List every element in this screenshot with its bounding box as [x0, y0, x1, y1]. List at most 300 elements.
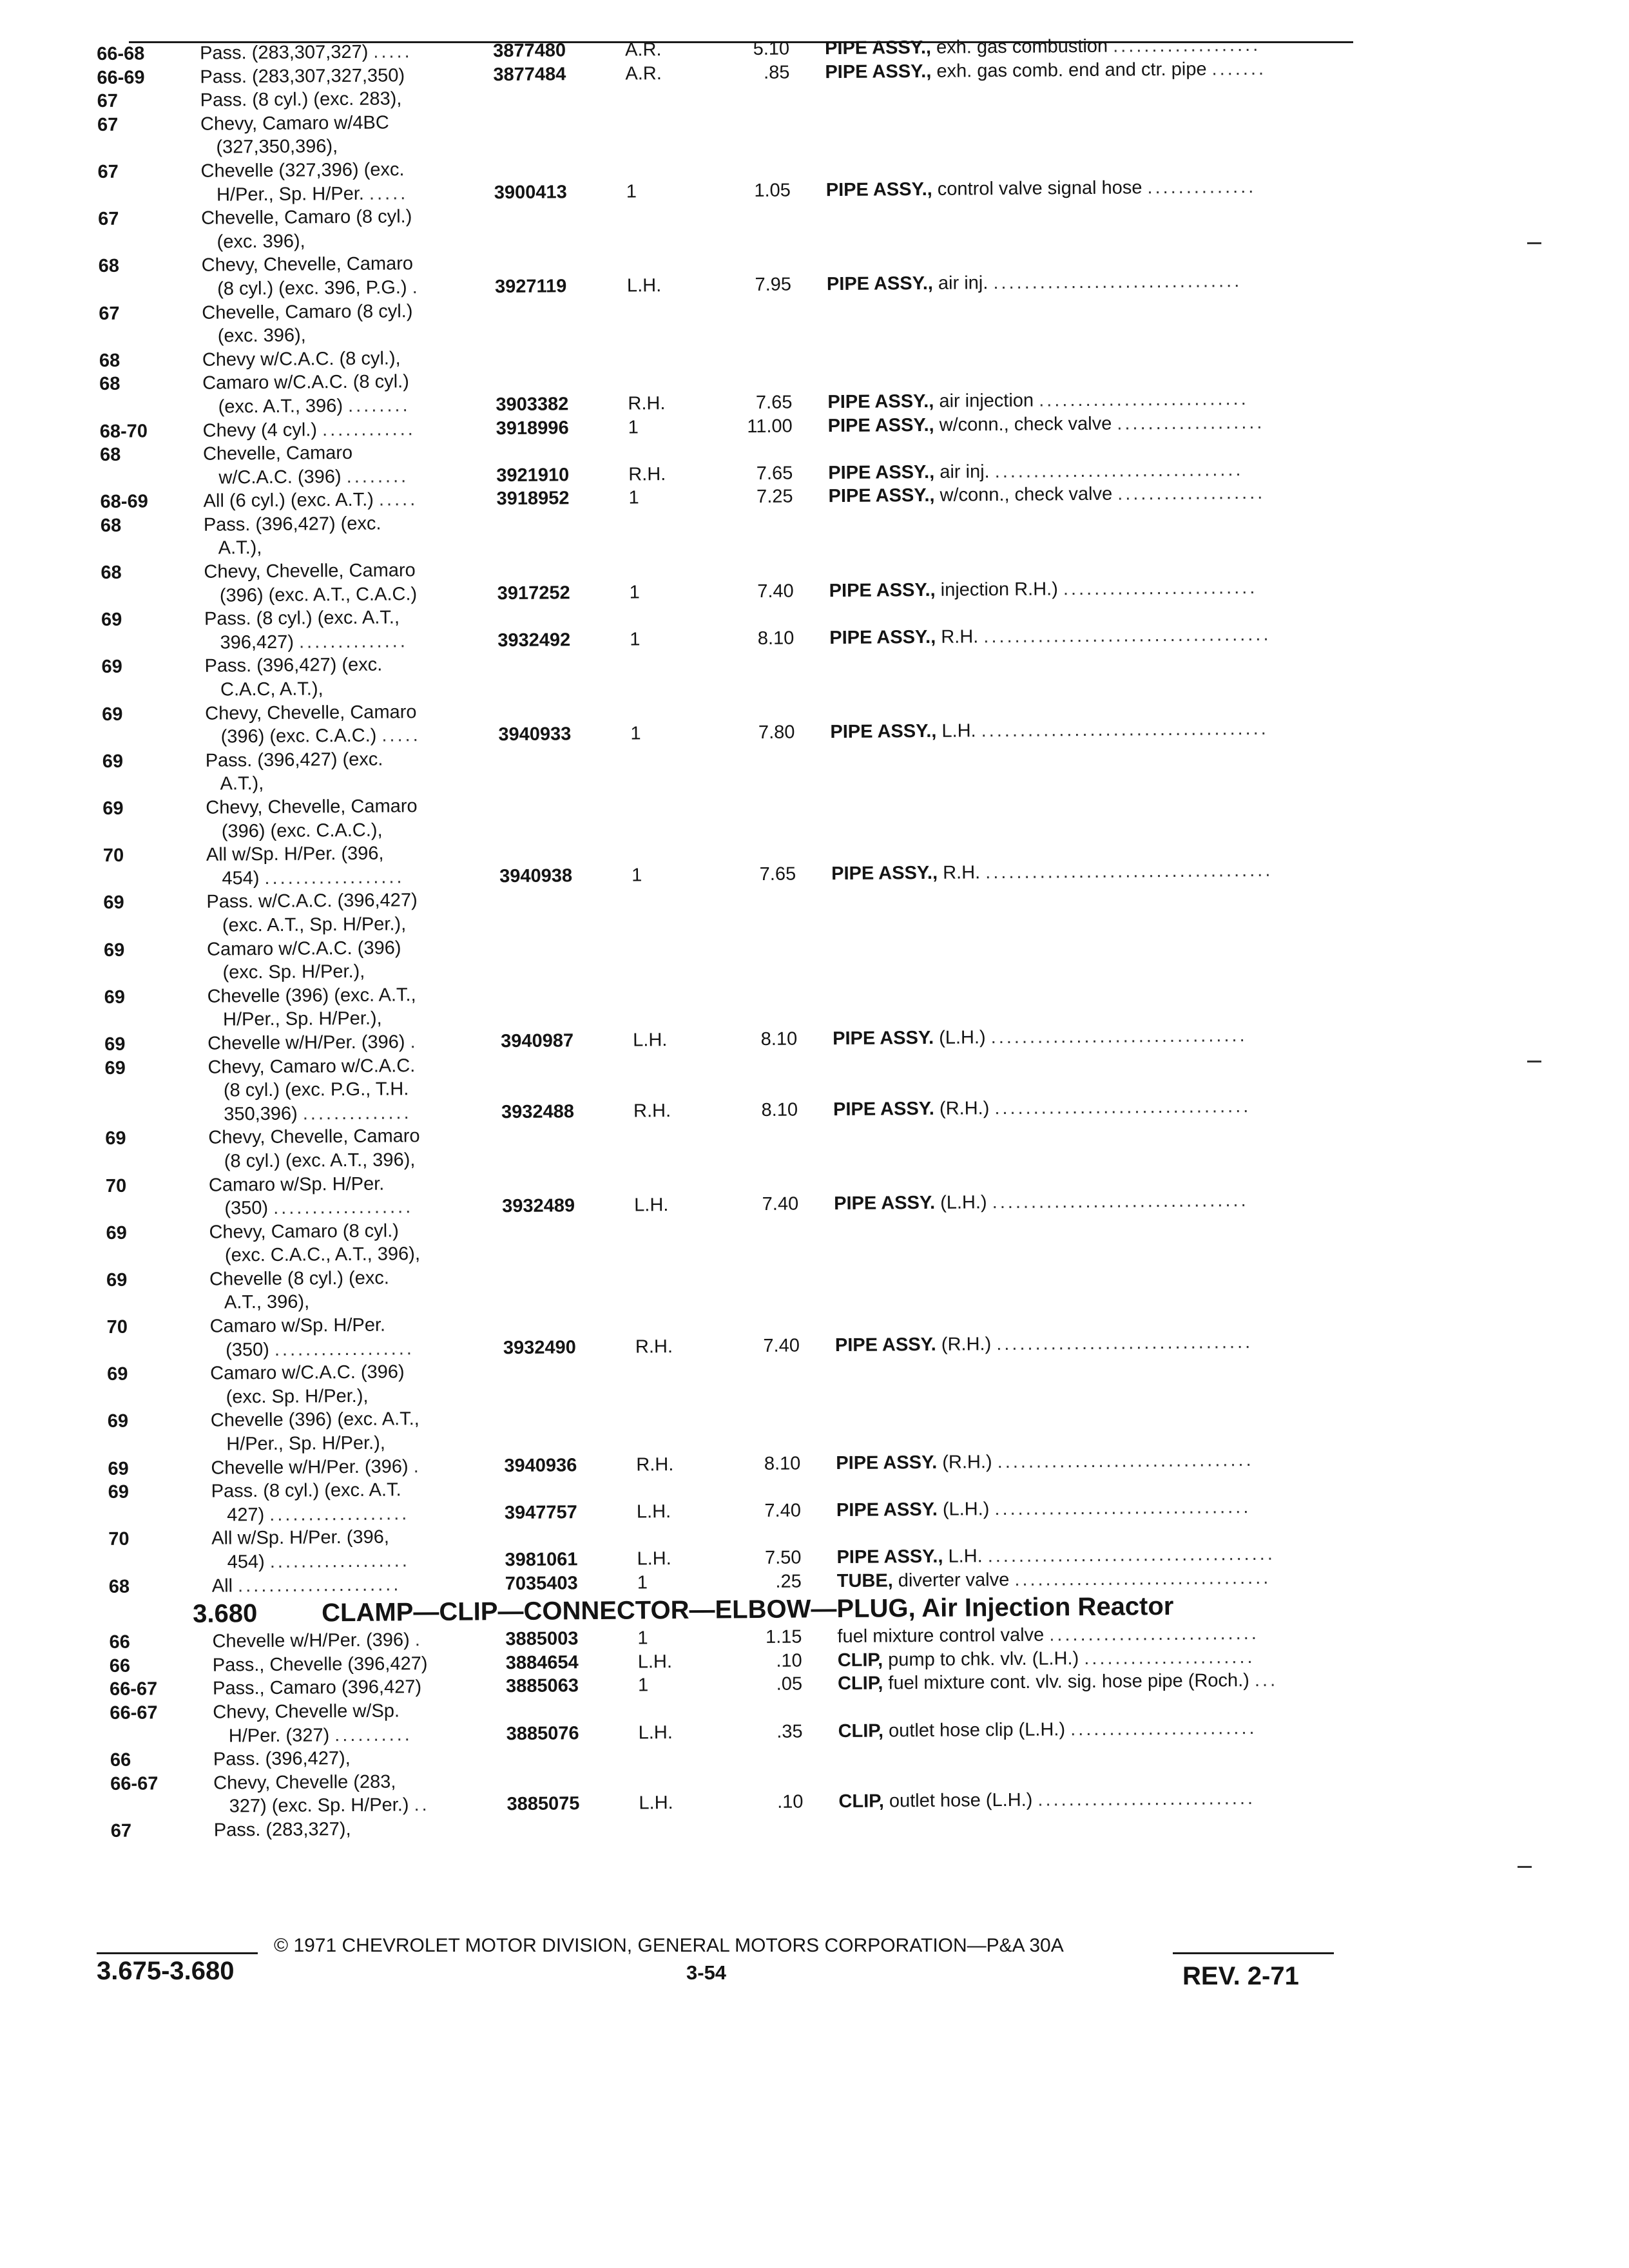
price [695, 697, 795, 698]
part-name: TUBE, [836, 1570, 893, 1591]
quantity: R.H. [635, 1336, 673, 1358]
dot-leader: ....... [1211, 58, 1267, 80]
application-cell [213, 1652, 428, 1677]
application-text: (exc. C.A.C., A.T., 396), [209, 1244, 421, 1266]
application-cell [207, 1007, 382, 1032]
dot-leader: ...................... [1084, 1646, 1255, 1669]
model-year: 68 [108, 1576, 130, 1597]
application-cell [203, 441, 352, 466]
model-year: 69 [103, 939, 125, 961]
part-name: PIPE ASSY., [828, 461, 935, 483]
application-text: Pass. w/C.A.C. (396,427) [206, 890, 418, 913]
model-year: 66 [109, 1631, 130, 1653]
application-cell [201, 182, 409, 207]
model-year: 69 [107, 1363, 128, 1385]
application-cell [213, 1675, 421, 1700]
part-number: 3940938 [499, 865, 573, 887]
model-year: 69 [102, 751, 124, 772]
model-year: 66-68 [97, 43, 145, 64]
model-year: 69 [106, 1222, 127, 1244]
application-text: Pass. (283,327), [213, 1818, 351, 1841]
price [695, 768, 795, 769]
part-name: PIPE ASSY., [829, 626, 936, 648]
model-year: 70 [105, 1175, 127, 1196]
page-number: 3-54 [686, 1961, 727, 1984]
price: 8.10 [764, 1453, 801, 1474]
part-number: 3932490 [503, 1336, 576, 1358]
application-text: w/C.A.C. (396) [203, 466, 342, 488]
application-cell [208, 1124, 420, 1149]
model-year [110, 1724, 207, 1725]
quantity: 1 [630, 629, 641, 650]
application-cell [209, 1219, 399, 1244]
application-text: (350) [209, 1198, 269, 1219]
part-number: 3932489 [502, 1195, 575, 1217]
part-number: 3932488 [501, 1100, 575, 1122]
part-number: 3917252 [497, 582, 570, 604]
part-number: 3921910 [496, 464, 570, 486]
price [693, 532, 793, 533]
model-year [106, 1150, 202, 1151]
model-year: 67 [98, 208, 119, 230]
part-name: PIPE ASSY., [831, 862, 938, 884]
part-detail: air injection [939, 390, 1034, 412]
application-text: A.T.), [205, 773, 264, 795]
price [691, 249, 791, 250]
part-detail: injection R.H.) [940, 578, 1058, 601]
quantity: 1 [637, 1675, 649, 1696]
part-number: 3940933 [498, 724, 572, 745]
margin-mark [1527, 1061, 1541, 1062]
price [691, 202, 791, 203]
price [694, 603, 794, 604]
dot-leader: ................................. [1014, 1567, 1271, 1590]
application-cell [209, 1266, 389, 1291]
application-text: (exc. Sp. H/Per.), [207, 961, 365, 983]
part-name: PIPE ASSY. [834, 1334, 936, 1356]
application-text: 350,396) [207, 1103, 298, 1125]
price [691, 320, 791, 321]
application-cell [205, 724, 421, 749]
application-cell [210, 1361, 405, 1386]
price [697, 980, 796, 981]
dot-leader: ... [1254, 1670, 1278, 1691]
price: 7.40 [757, 581, 794, 602]
application-text: Camaro w/Sp. H/Per. [208, 1173, 385, 1196]
model-year [105, 1102, 202, 1103]
application-cell [214, 1818, 351, 1842]
application-cell [213, 1793, 429, 1818]
quantity: 1 [629, 582, 640, 603]
part-number: 3877480 [492, 40, 566, 62]
part-name: CLIP, [837, 1673, 883, 1695]
part-number: 3940987 [501, 1030, 574, 1052]
application-cell [210, 1314, 386, 1339]
model-year: 67 [110, 1820, 132, 1841]
quantity: R.H. [628, 463, 666, 485]
model-year: 67 [97, 90, 119, 112]
application-cell [211, 1479, 401, 1504]
part-detail: R.H. [943, 862, 981, 883]
model-year: 66 [110, 1749, 131, 1771]
application-text: Chevy, Camaro w/4BC [200, 112, 389, 135]
application-text: Pass. (396,427) (exc. [205, 749, 383, 771]
price [690, 155, 790, 156]
quantity: L.H. [626, 275, 662, 296]
part-detail: L.H. [941, 720, 976, 742]
application-text: (396) (exc. A.T., C.A.C.) [204, 583, 418, 606]
part-number: 3900413 [494, 181, 567, 203]
application-cell [210, 1385, 368, 1410]
application-cell [200, 158, 404, 183]
application-text: Chevelle w/H/Per. (396) [211, 1456, 409, 1479]
application-text: Pass. (283,307,327) [200, 41, 369, 64]
model-year [103, 867, 200, 868]
part-number: 3885075 [506, 1793, 580, 1815]
part-name: PIPE ASSY., [829, 579, 936, 601]
application-cell [201, 229, 305, 254]
application-text: Camaro w/C.A.C. (396) [206, 937, 401, 960]
application-cell [206, 889, 417, 914]
dot-leader: ..................................... [983, 624, 1271, 648]
price [690, 84, 790, 85]
application-cell [212, 1628, 423, 1653]
part-number: 3932492 [497, 629, 571, 651]
application-text: (8 cyl.) (exc. A.T., 396), [208, 1149, 416, 1172]
application-text: Pass., Chevelle (396,427) [212, 1653, 428, 1676]
application-cell [203, 465, 409, 490]
part-detail: fuel mixture cont. vlv. sig. hose pipe (Roch.) [888, 1670, 1249, 1694]
part-number: 3885063 [505, 1675, 579, 1697]
quantity: L.H. [639, 1792, 673, 1814]
quantity: 1 [628, 487, 639, 508]
footer-rule [97, 1952, 258, 1954]
dot-leader: ................................. [992, 1190, 1249, 1213]
application-cell [209, 1195, 413, 1220]
model-year: 66-67 [109, 1678, 158, 1700]
dot-leader: ......................... [1063, 577, 1258, 599]
price: 8.10 [760, 1028, 798, 1050]
part-name: PIPE ASSY., [827, 390, 934, 413]
application-cell [204, 582, 418, 608]
application-text: Chevy, Chevelle, Camaro [201, 253, 414, 276]
application-text: Camaro w/C.A.C. (396) [210, 1361, 405, 1384]
price: 7.50 [764, 1547, 802, 1568]
model-year: 69 [104, 986, 126, 1008]
part-detail: exh. gas comb. end and ctr. pipe [936, 59, 1207, 82]
application-text: 427) [211, 1504, 265, 1526]
application-cell [200, 87, 402, 112]
quantity: L.H. [637, 1548, 671, 1570]
model-year: 67 [97, 114, 119, 135]
part-name: PIPE ASSY., [830, 721, 937, 743]
part-number: 3947757 [504, 1502, 577, 1523]
application-text: (350) [209, 1339, 269, 1361]
application-cell [204, 653, 382, 678]
application-text: H/Per., Sp. H/Per.), [207, 1008, 382, 1031]
application-text: Chevy, Chevelle, Camaro [205, 701, 417, 724]
section-range: 3.675-3.680 [97, 1957, 235, 1985]
application-text: All (6 cyl.) (exc. A.T.) [203, 489, 374, 512]
model-year [98, 183, 195, 184]
model-year [106, 1291, 203, 1292]
quantity: L.H. [638, 1722, 673, 1744]
part-detail: fuel mixture control valve [837, 1624, 1045, 1648]
part-number: 7035403 [505, 1572, 578, 1594]
price: 7.40 [764, 1500, 802, 1521]
application-cell [207, 983, 416, 1008]
dot-leader: . [410, 1032, 418, 1053]
application-text: Chevelle, Camaro (8 cyl.) [202, 300, 413, 323]
application-cell [213, 1747, 351, 1771]
footer-rule [1173, 1952, 1334, 1954]
dot-leader: ........................ [1070, 1717, 1257, 1740]
price [693, 508, 793, 509]
part-detail: (R.H.) [942, 1451, 992, 1473]
application-text: (exc. 396), [201, 231, 305, 253]
application-cell [207, 1030, 418, 1055]
dot-leader: ........ [347, 395, 410, 416]
dot-leader: ..................................... [985, 860, 1273, 883]
model-year: 68 [99, 374, 120, 395]
part-number: 3927119 [494, 276, 567, 298]
model-year: 69 [102, 798, 124, 819]
quantity: 1 [637, 1628, 648, 1649]
application-cell [205, 677, 323, 702]
dot-leader: ................................. [996, 1331, 1253, 1354]
application-cell [213, 1770, 396, 1795]
model-year: 67 [97, 161, 119, 182]
part-number: 3940936 [504, 1454, 577, 1476]
dot-leader: ........ [346, 465, 409, 487]
quantity: R.H. [633, 1100, 671, 1122]
model-year: 70 [108, 1529, 130, 1550]
application-text: (exc. 396), [202, 325, 306, 347]
application-text: Pass., Camaro (396,427) [212, 1677, 422, 1700]
dot-leader: ..... [369, 182, 409, 204]
model-year [101, 631, 198, 632]
price [696, 839, 796, 840]
dot-leader: .................. [269, 1550, 410, 1572]
dot-leader: ................................. [997, 1449, 1254, 1472]
application-text: Chevelle, Camaro [202, 442, 353, 465]
application-cell [201, 205, 412, 230]
application-text: Pass. (396,427) (exc. [204, 654, 383, 677]
application-text: Chevy, Chevelle, Camaro [208, 1126, 420, 1149]
model-year [104, 1008, 201, 1009]
application-cell [211, 1455, 421, 1480]
dot-leader: .. [414, 1794, 430, 1816]
dot-leader: .......... [334, 1724, 412, 1745]
application-text: (exc. A.T., Sp. H/Per.), [206, 914, 407, 936]
part-name: PIPE ASSY., [824, 37, 932, 59]
page-footer [97, 1933, 1334, 2004]
model-year [108, 1433, 204, 1434]
dot-leader: ..... [381, 725, 421, 746]
price [690, 131, 790, 132]
dot-leader: . [412, 277, 420, 298]
part-number: 3884654 [505, 1651, 579, 1673]
part-name: PIPE ASSY. [836, 1499, 938, 1521]
part-name: PIPE ASSY. [834, 1192, 936, 1215]
part-detail: w/conn., check valve [939, 413, 1112, 436]
application-cell [202, 252, 414, 277]
model-year [104, 914, 200, 915]
part-detail: w/conn., check valve [940, 483, 1113, 506]
application-text: (396) (exc. C.A.C.), [206, 820, 383, 842]
price: .85 [763, 62, 790, 83]
dot-leader: .................. [264, 867, 405, 889]
application-text: (327,350,396), [200, 136, 338, 159]
quantity: A.R. [624, 39, 662, 61]
price [695, 744, 795, 745]
model-year [104, 961, 200, 962]
quantity: 1 [626, 180, 637, 202]
price: 7.65 [755, 392, 793, 413]
application-text: Chevy, Camaro (8 cyl.) [209, 1220, 399, 1243]
dot-leader: .............. [1147, 176, 1257, 198]
part-detail: (L.H.) [942, 1499, 990, 1520]
price: 7.40 [763, 1335, 800, 1356]
parts-listing [97, 33, 1374, 1843]
model-year: 69 [103, 892, 124, 914]
model-year: 69 [101, 609, 122, 631]
application-cell [204, 606, 400, 631]
part-number: 3918996 [496, 417, 569, 439]
application-text: Pass. (8 cyl.) (exc. A.T., [204, 607, 400, 629]
application-text: Chevelle (8 cyl.) (exc. [209, 1267, 390, 1290]
price [693, 438, 793, 439]
part-detail: outlet hose clip (L.H.) [888, 1718, 1066, 1741]
application-text: Chevy, Chevelle w/Sp. [213, 1700, 400, 1723]
part-number: 3918952 [496, 488, 570, 510]
application-cell [207, 960, 365, 985]
model-year: 69 [101, 657, 123, 678]
quantity: 1 [637, 1571, 648, 1593]
model-year: 69 [102, 704, 123, 725]
application-text: A.T.), [204, 537, 262, 559]
model-year [97, 136, 194, 137]
price [695, 674, 795, 675]
part-detail: air inj. [940, 461, 990, 483]
price: 11.00 [747, 416, 793, 437]
application-cell [208, 1101, 412, 1126]
application-cell [213, 1699, 400, 1724]
price [691, 296, 791, 297]
application-cell [204, 512, 381, 537]
application-text: 454) [211, 1552, 265, 1573]
application-text: Pass. (8 cyl.) (exc. 283), [200, 88, 402, 111]
price [694, 650, 794, 651]
application-text: (exc. Sp. H/Per.), [210, 1385, 369, 1408]
application-cell [200, 135, 338, 159]
application-text: Chevy, Chevelle, Camaro [206, 796, 418, 818]
application-text: Chevelle (327,396) (exc. [200, 159, 405, 182]
price [697, 1051, 797, 1052]
model-year: 69 [104, 1033, 126, 1055]
part-detail: exh. gas combustion [936, 35, 1108, 58]
dot-leader: ................................ [994, 459, 1244, 482]
part-detail: (R.H.) [941, 1333, 992, 1355]
part-name: PIPE ASSY., [825, 61, 932, 82]
dot-leader: ........................... [1049, 1623, 1259, 1646]
application-cell [208, 1077, 409, 1102]
price: 7.65 [759, 863, 796, 885]
application-cell [207, 1054, 415, 1079]
application-cell [211, 1549, 410, 1574]
price [695, 815, 795, 816]
price: 1.05 [754, 180, 791, 201]
section-title: CLAMP—CLIP—CONNECTOR—ELBOW—PLUG, Air Injection Reactor [321, 1592, 1174, 1628]
application-text: Chevy w/C.A.C. (8 cyl.), [202, 348, 401, 370]
part-name: PIPE ASSY. [833, 1027, 934, 1050]
application-text: Chevelle (396) (exc. A.T., [207, 984, 416, 1007]
application-cell [200, 40, 412, 65]
price [699, 1263, 799, 1264]
application-text: Chevelle (396) (exc. A.T., [210, 1408, 419, 1432]
part-detail: L.H. [948, 1546, 983, 1567]
application-cell [212, 1573, 401, 1598]
part-name: CLIP, [837, 1649, 883, 1671]
model-year: 70 [106, 1316, 128, 1338]
model-year [107, 1386, 204, 1387]
model-year: 69 [107, 1411, 129, 1432]
model-year: 66-69 [97, 67, 145, 88]
application-cell [205, 700, 417, 726]
application-text: 396,427) [204, 631, 294, 653]
model-year [106, 1197, 202, 1198]
dot-leader: ................................ [993, 270, 1242, 294]
model-year: 68-69 [100, 491, 148, 513]
model-year [105, 1079, 202, 1080]
application-cell [200, 64, 405, 89]
application-cell [209, 1148, 416, 1173]
application-cell [211, 1408, 419, 1433]
application-text: 327) (exc. Sp. H/Per.) [213, 1794, 409, 1818]
model-year: 68 [100, 515, 122, 536]
price [693, 556, 793, 557]
application-cell [202, 370, 409, 396]
pipe-assy-rows [97, 33, 1372, 1599]
revision-label: REV. 2-71 [1182, 1962, 1299, 1990]
application-text: Pass. (283,307,327,350) [200, 64, 405, 88]
dot-leader: .................. [273, 1196, 414, 1218]
dot-leader: ................................. [994, 1095, 1251, 1119]
price: 8.10 [757, 628, 795, 649]
dot-leader: . [414, 1629, 423, 1651]
dot-leader: .............. [302, 1102, 412, 1124]
application-cell [209, 1172, 385, 1197]
part-number: 3903382 [496, 394, 569, 416]
price: 7.95 [755, 274, 792, 295]
part-name: PIPE ASSY., [827, 414, 934, 436]
quantity: 1 [628, 416, 639, 438]
part-detail: air inj. [938, 273, 988, 294]
price [696, 886, 796, 887]
application-text: Camaro w/Sp. H/Per. [209, 1314, 386, 1337]
application-cell [211, 1526, 389, 1551]
application-cell [213, 1723, 412, 1748]
model-year [108, 1551, 205, 1552]
price: .10 [777, 1791, 804, 1813]
application-cell [209, 1242, 420, 1267]
application-text: Chevelle w/H/Per. (396) [212, 1629, 410, 1652]
part-number: 3981061 [505, 1549, 578, 1571]
model-year: 69 [104, 1057, 126, 1079]
quantity: A.R. [625, 62, 662, 84]
application-cell [202, 300, 412, 325]
part-number: 3877484 [493, 63, 566, 85]
